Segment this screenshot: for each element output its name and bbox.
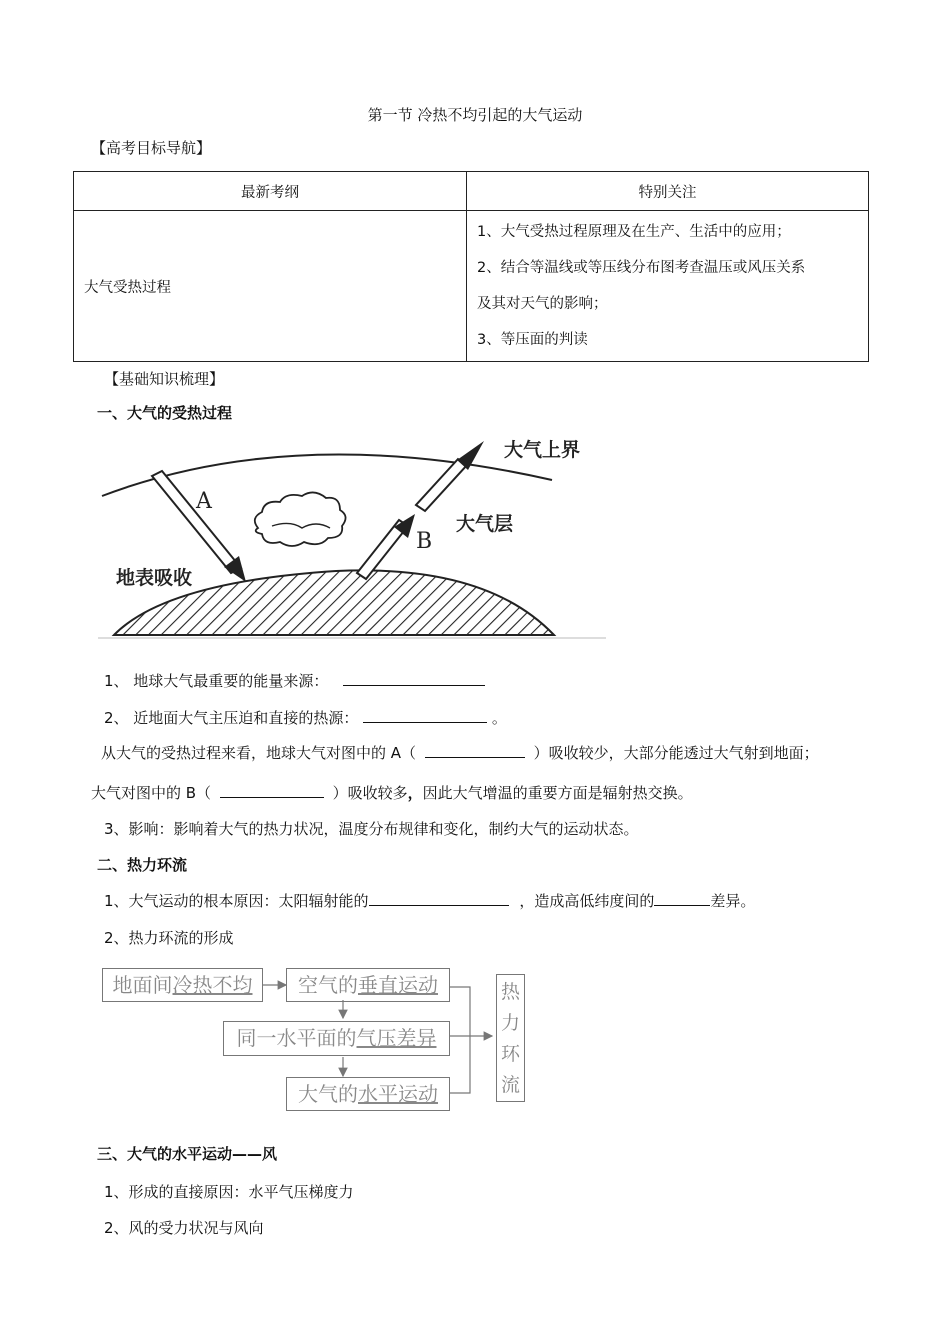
flow-result-char-1: 热 (500, 981, 520, 1003)
question-heat-source (104, 707, 507, 728)
blank-solar-energy[interactable] (369, 891, 509, 906)
flow-box-horizontal-motion-b: 水平运动 (358, 1082, 438, 1106)
flow-result-char-3: 环 (500, 1043, 520, 1065)
flow-box-uneven-heating-a: 地面间 (112, 973, 173, 997)
flow-box-vertical-motion (286, 968, 450, 1002)
label-b: B (416, 529, 433, 554)
flow-box-pressure-difference-a: 同一水平面的 (236, 1026, 357, 1050)
flow-box-uneven-heating-b: 冷热不均 (172, 973, 253, 997)
flow-box-vertical-motion-a: 空气的 (298, 973, 358, 997)
table-header-outline: 最新考纲 (74, 172, 467, 211)
label-a: A (196, 489, 212, 514)
question-root-cause (104, 890, 755, 911)
heading-thermal-circulation: 二、热力环流 (97, 856, 188, 874)
blank-radiation-a[interactable] (425, 743, 525, 758)
flow-result-char-4: 流 (500, 1074, 520, 1096)
section-basics-heading: 【基础知识梳理】 (104, 370, 225, 388)
arrow-b (357, 514, 415, 579)
arrow-up (416, 441, 484, 511)
thermal-circulation-formation-label: 2、热力环流的形成 (104, 929, 234, 947)
section-goals-heading: 【高考目标导航】 (91, 139, 212, 157)
flow-box-pressure-difference-b: 气压差异 (356, 1026, 437, 1050)
question-heat-source-end: 。 (491, 709, 507, 727)
question-absorption-b-text-3: 因此大气增温的重要方面是辐射热交换。 (422, 784, 693, 802)
flow-box-horizontal-motion-a: 大气的 (298, 1082, 358, 1106)
blank-radiation-b[interactable] (220, 783, 324, 798)
blank-heat-source[interactable] (363, 708, 487, 723)
label-atmosphere-layer: 大气层 (456, 513, 514, 535)
question-absorption-b-text: 大气对图中的 B（ (91, 784, 212, 802)
heading-heating-process: 一、大气的受热过程 (97, 404, 233, 422)
flow-result-char-2: 力 (500, 1012, 520, 1034)
focus-line-4: 3、等压面的判读 (477, 332, 588, 348)
heading-horizontal-motion: 三、大气的水平运动——风 (97, 1145, 278, 1163)
question-root-cause-text-3: 差异。 (710, 892, 756, 910)
arrow-a (152, 471, 246, 582)
goals-table (73, 171, 869, 362)
direct-cause-statement: 1、形成的直接原因：水平气压梯度力 (104, 1183, 354, 1201)
question-energy-source-text: 1、 地球大气最重要的能量来源： (104, 672, 329, 690)
statement-influence: 3、影响：影响着大气的热力状况，温度分布规律和变化，制约大气的运动状态。 (104, 820, 639, 838)
flow-box-vertical-motion-b: 垂直运动 (358, 973, 438, 997)
label-ground-absorb: 地表吸收 (116, 567, 193, 589)
question-absorption-a-text: 从大气的受热过程来看，地球大气对图中的 A（ (101, 744, 417, 762)
question-absorption-a (101, 742, 819, 763)
question-root-cause-text: 1、大气运动的根本原因：太阳辐射能的 (104, 892, 369, 910)
focus-line-2: 2、结合等温线或等压线分布图考查温压或风压关系 (477, 260, 806, 276)
wind-force-statement: 2、风的受力状况与风向 (104, 1219, 264, 1237)
flow-box-uneven-heating (102, 968, 263, 1002)
blank-energy-source[interactable] (343, 671, 485, 686)
focus-line-3: 及其对天气的影响； (477, 296, 608, 312)
focus-line-1: 1、大气受热过程原理及在生产、生活中的应用； (477, 224, 791, 240)
question-absorption-a-text-2: ）吸收较少，大部分能透过大气射到地面； (533, 744, 819, 762)
table-cell-outline: 大气受热过程 (74, 211, 467, 362)
label-atmosphere-top: 大气上界 (504, 439, 581, 461)
cloud-icon (255, 492, 346, 546)
question-absorption-b: 大气对图中的 B（ ）吸收较多，因此大气增温的重要方面是辐射热交换。 (91, 784, 693, 802)
page-title: 第一节 冷热不均引起的大气运动 (367, 106, 583, 124)
question-energy-source (104, 670, 485, 691)
question-absorption-b-text-2: ）吸收较多 (332, 784, 408, 802)
heating-process-diagram (96, 432, 610, 644)
question-root-cause-text-2: ，造成高低纬度间的 (519, 892, 655, 910)
question-heat-source-text: 2、 近地面大气主压迫和直接的热源： (104, 709, 359, 727)
flow-box-pressure-difference (223, 1021, 450, 1056)
flow-box-horizontal-motion (286, 1077, 450, 1111)
table-cell-focus (467, 211, 869, 362)
flow-box-thermal-circulation (496, 974, 525, 1102)
blank-latitude-difference[interactable] (654, 891, 710, 906)
table-header-focus: 特别关注 (467, 172, 869, 211)
